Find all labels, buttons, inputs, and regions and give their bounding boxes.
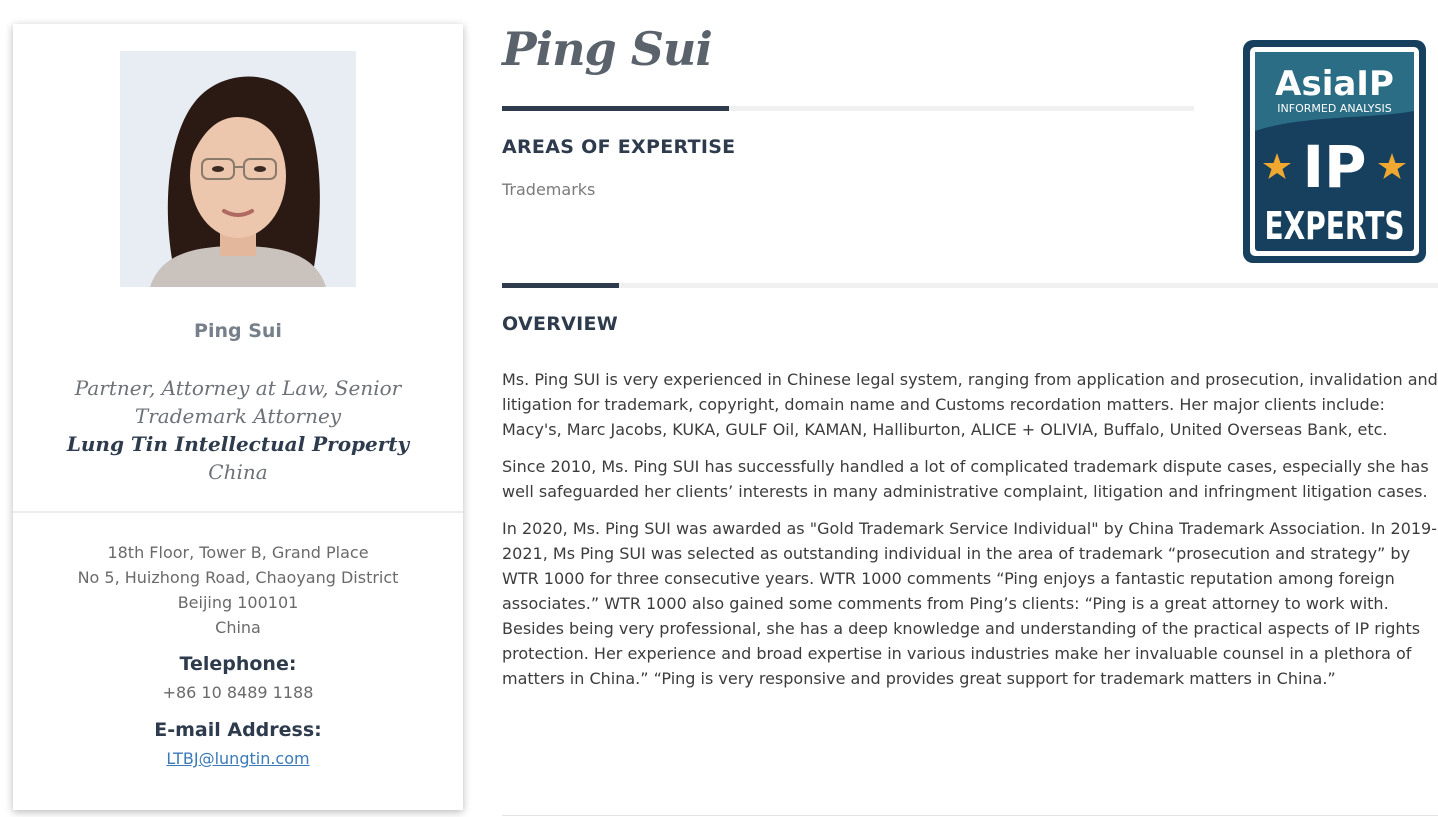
email-link[interactable]: LTBJ@lungtin.com xyxy=(166,749,310,768)
overview-paragraph: In 2020, Ms. Ping SUI was awarded as "Gold Trademark Service Individual" by China Trademark Association. In 2019-2021, Ms Ping SUI was selected as outstanding individual in the area of trademark “prosecution and strategy” by WTR 1000 for three consecutive years. WTR 1000 comments “Ping enjoys a fantastic reputation among foreign associates.” WTR 1000 also gained some comments from Ping’s clients: “Ping is a great attorney to work with. Besides being very professional, she has a deep knowledge and understanding of the practical aspects of IP rights protection. Her experience and broad expertise in various industries make her invaluable counsel in a plethora of matters in China.” “Ping is very responsive and provides great support for trademark matters in China.” xyxy=(502,519,1437,688)
overview-rule-accent xyxy=(502,283,619,288)
email-label: E-mail Address: xyxy=(154,719,322,741)
title-rule-accent xyxy=(502,106,729,111)
address-line: No 5, Huizhong Road, Chaoyang District xyxy=(77,568,399,587)
bottom-rule xyxy=(502,815,1438,816)
badge-line1: IP xyxy=(1302,133,1367,201)
profile-card xyxy=(13,24,463,810)
overview-rule xyxy=(502,283,1438,288)
badge-line2: EXPERTS xyxy=(1264,204,1405,248)
address-line: Beijing 100101 xyxy=(177,593,299,612)
profile-name: Ping Sui xyxy=(194,320,282,342)
address-line: China xyxy=(215,618,261,637)
badge-brand: AsiaIP xyxy=(1275,64,1394,104)
telephone-value: +86 10 8489 1188 xyxy=(162,683,314,702)
expertise-item: Trademarks xyxy=(502,180,596,199)
profile-job-title: Partner, Attorney at Law, Senior Trademark Attorney xyxy=(74,376,402,428)
profile-firm: Lung Tin Intellectual Property xyxy=(66,432,410,456)
profile-country: China xyxy=(208,460,268,484)
profile-photo-image xyxy=(120,51,356,287)
address-line: 18th Floor, Tower B, Grand Place xyxy=(107,543,369,562)
overview-text xyxy=(502,367,1438,703)
asiaip-experts-badge xyxy=(1242,39,1427,264)
overview-paragraph: Since 2010, Ms. Ping SUI has successfully handled a lot of complicated trademark dispute cases, especially she has well safeguarded her clients’ interests in many administrative complaint, litigation and infringment litigation cases. xyxy=(502,457,1429,501)
profile-photo xyxy=(120,51,356,287)
telephone-label: Telephone: xyxy=(179,653,297,675)
office-address xyxy=(13,540,463,640)
expertise-heading: AREAS OF EXPERTISE xyxy=(502,136,736,158)
page-title: Ping Sui xyxy=(502,22,712,76)
badge-graphic xyxy=(1242,39,1427,264)
badge-tagline: INFORMED ANALYSIS xyxy=(1277,102,1392,115)
overview-heading: OVERVIEW xyxy=(502,313,619,335)
overview-paragraph: Ms. Ping SUI is very experienced in Chinese legal system, ranging from application and prosecution, invalidation and litigation for trademark, copyright, domain name and Customs recordation matters. Her major clients include: Macy's, Marc Jacobs, KUKA, GULF Oil, KAMAN, Halliburton, ALICE + OLIVIA, Buffalo, United Overseas Bank, etc. xyxy=(502,370,1438,439)
card-divider xyxy=(13,511,463,513)
profile-titles xyxy=(33,374,443,486)
